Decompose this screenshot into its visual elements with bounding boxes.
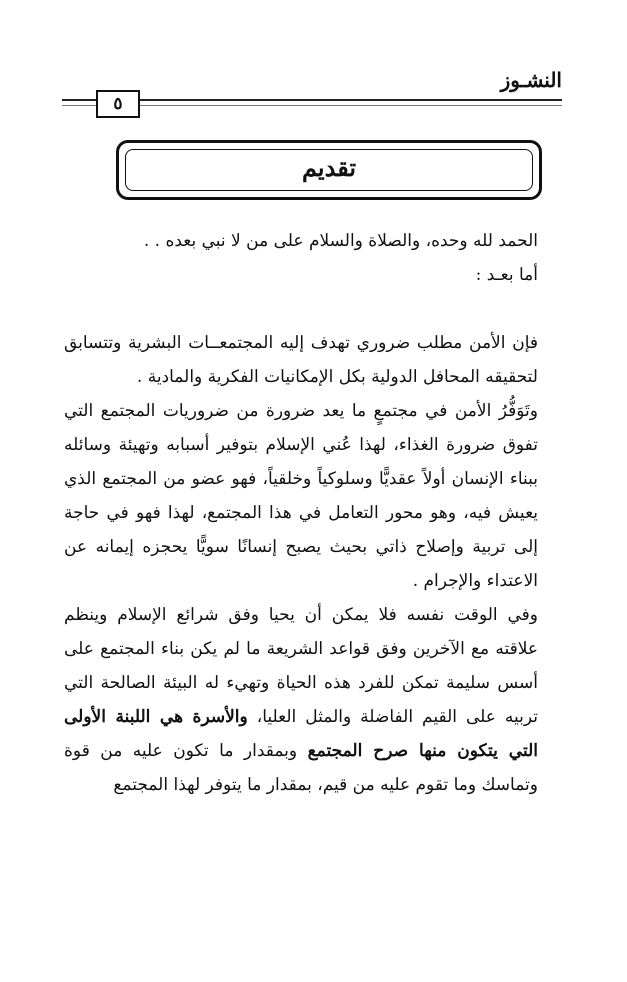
paragraph-1: فإن الأمن مطلب ضروري تهدف إليه المجتمعــات البشرية وتتسابق لتحقيقه المحافل الدولية بكل الإمكانيات الفكرية والمادية . (64, 333, 538, 387)
paragraph-gap (64, 292, 538, 326)
body-text (64, 224, 538, 802)
running-title: النشـوز (500, 68, 562, 92)
page-number: ٥ (96, 90, 140, 118)
paragraph-3 (64, 598, 538, 802)
paragraph-3-end: وبمقدار ما تكون عليه من قوة وتماسك وما تقوم عليه من قيم، بمقدار ما يتوفر لهذا المجتمع (64, 741, 538, 795)
page-header (62, 68, 562, 116)
paragraph-2: وتَوَفُّرُ الأمن في مجتمعٍ ما يعد ضرورة من ضروريات المجتمع التي تفوق ضرورة الغذاء، لهذا عُني الإسلام بتوفير أسبابه وتهيئة وسائله ببناء الإنسان أولاً عقديًّا وسلوكياً وخلقياً، فهو عضو من المجتمع الذي يعيش فيه، وهو محور التعامل في هذا المجتمع، لهذا فهو في حاجة إلى تربية وإصلاح ذاتي بحيث يصبح إنسانًا سويًّا يحجزه إيمانه عن الاعتداء والإجرام . (64, 401, 538, 591)
intro-line-2: أما بعـد : (475, 265, 538, 285)
paragraph-3-emphasis: والأسرة هي اللبنة الأولى التي يتكون منها صرح المجتمع (64, 707, 538, 761)
paragraph-3-start: وفي الوقت نفسه فلا يمكن أن يحيا وفق شرائع الإسلام وينظم علاقته مع الآخرين وفق قواعد الشريعة ما لم يكن بناء المجتمع على أسس سليمة تمكن للفرد هذه الحياة وتهيء له البيئة الصالحة التي تربيه على القيم الفاضلة والمثل العليا، (64, 605, 539, 727)
intro-line-1: الحمد لله وحده، والصلاة والسلام على من لا نبي بعده . . (143, 231, 538, 251)
title-frame (116, 140, 542, 200)
section-title: تقديم (301, 153, 357, 182)
